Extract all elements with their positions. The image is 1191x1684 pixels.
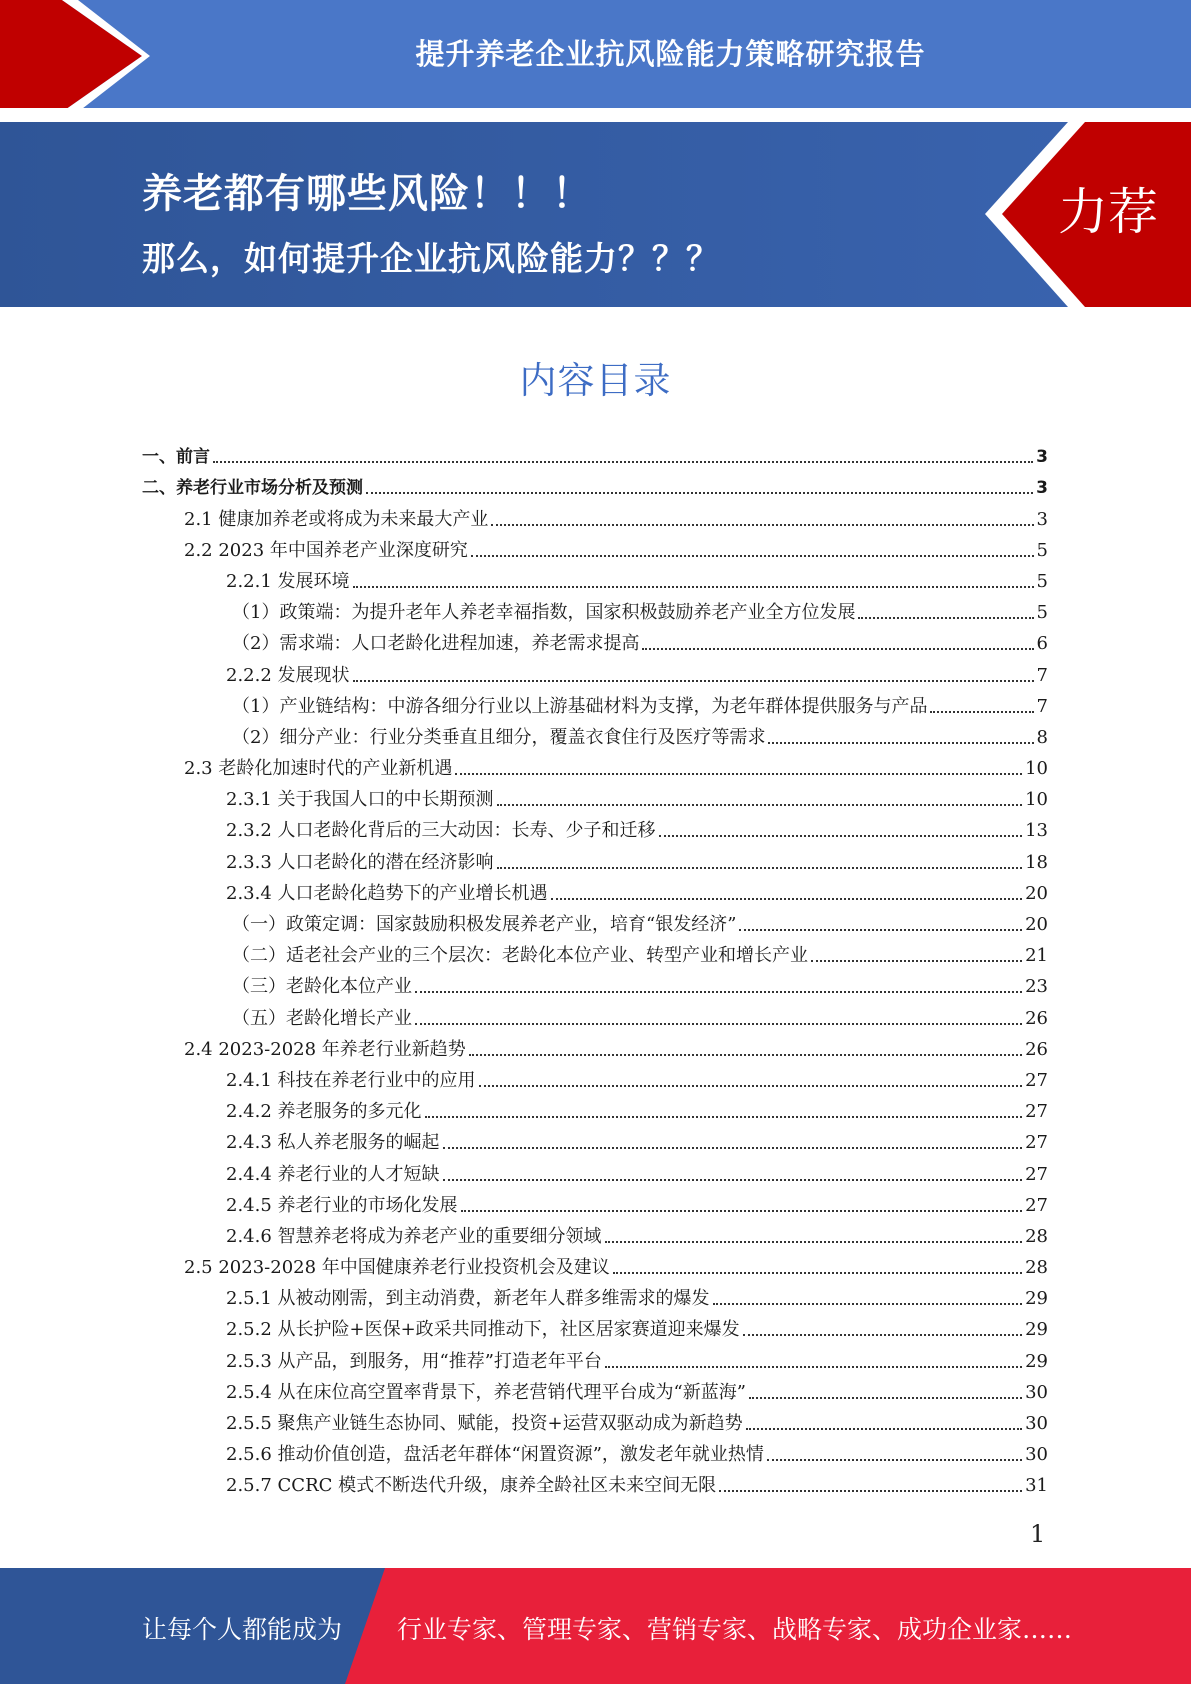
recommend-badge: 力荐 [1058,183,1158,241]
toc-leader-dots [605,1241,1023,1243]
page-number: 1 [1030,1520,1046,1548]
toc-entry-label: 2.5.6 推动价值创造，盘活老年群体“闲置资源”，激发老年就业热情 [226,1444,764,1466]
toc-entry-label: 2.3 老龄化加速时代的产业新机遇 [184,758,453,780]
toc-entry-page: 27 [1025,1194,1048,1216]
toc-leader-dots [811,960,1022,962]
toc-leader-dots [491,524,1033,526]
toc-leader-dots [461,1210,1023,1212]
toc-entry-page: 28 [1025,1225,1048,1247]
toc-entry-label: 2.1 健康加养老或将成为未来最大产业 [184,508,489,530]
toc-entry[interactable] [142,905,1048,936]
toc-entry-page: 27 [1025,1069,1048,1091]
footer-banner [0,1568,1191,1684]
toc-entry-label: 2.2.2 发展现状 [226,664,350,686]
toc-entry-page: 29 [1025,1288,1048,1310]
toc-entry-label: （三）老龄化本位产业 [232,976,412,998]
toc-entry-label: （一）政策定调：国家鼓励积极发展养老产业，培育“银发经济” [232,914,737,935]
toc-entry-label: 2.5.2 从长护险+医保+政采共同推动下，社区居家赛道迎来爆发 [226,1319,740,1341]
toc-entry-page: 20 [1025,914,1048,935]
toc-leader-dots [415,991,1022,993]
toc-leader-dots [443,1147,1023,1149]
toc-entry[interactable] [142,967,1048,998]
hero-headline: 养老都有哪些风险！！！ [142,171,593,217]
toc-entry-label: 2.4.6 智慧养老将成为养老产业的重要细分领域 [226,1225,602,1247]
toc-entry-label: 2.2.1 发展环境 [226,570,350,592]
toc-leader-dots [497,804,1023,806]
toc-entry[interactable] [142,811,1048,842]
toc-entry-page: 8 [1036,726,1048,748]
toc-entry[interactable] [142,437,1048,468]
toc-leader-dots [213,461,1033,463]
red-arrow-decoration [0,0,150,112]
toc-entry[interactable] [142,468,1048,499]
toc-entry-label: （1）产业链结构：中游各细分行业以上游基础材料为支撑，为老年群体提供服务与产品 [232,695,928,717]
toc-leader-dots [613,1272,1022,1274]
toc-entry-label: （2）细分产业：行业分类垂直且细分，覆盖衣食住行及医疗等需求 [232,726,766,748]
toc-entry-label: 2.4.5 养老行业的市场化发展 [226,1194,458,1216]
toc-leader-dots [930,711,1033,713]
toc-entry-page: 31 [1025,1475,1048,1497]
toc-leader-dots [719,1490,1022,1492]
toc-entry[interactable] [142,593,1048,624]
toc-entry-page: 23 [1025,976,1048,998]
toc-leader-dots [443,1179,1023,1181]
toc-entry[interactable] [142,780,1048,811]
toc-leader-dots [471,555,1034,557]
toc-entry[interactable] [142,1466,1048,1497]
toc-entry-page: 7 [1036,695,1048,717]
toc-entry-label: 2.4 2023-2028 年养老行业新趋势 [184,1038,466,1060]
toc-leader-dots [353,680,1034,682]
toc-entry-label: 2.4.1 科技在养老行业中的应用 [226,1069,476,1091]
toc-entry[interactable] [142,749,1048,780]
toc-entry-page: 3 [1036,447,1048,468]
toc-entry[interactable] [142,499,1048,530]
toc-entry-page: 27 [1025,1132,1048,1154]
toc-entry-label: 2.5.1 从被动刚需，到主动消费，新老年人群多维需求的爆发 [226,1288,710,1310]
toc-entry-label: 2.4.4 养老行业的人才短缺 [226,1163,440,1185]
toc-entry[interactable] [142,874,1048,905]
toc-entry-page: 27 [1025,1163,1048,1185]
toc-entry-page: 18 [1025,851,1048,873]
toc-leader-dots [425,1116,1023,1118]
toc-entry-label: 二、养老行业市场分析及预测 [142,478,363,499]
toc-entry-label: 一、前言 [142,447,210,468]
toc-leader-dots [551,898,1023,900]
toc-leader-dots [659,835,1023,837]
toc-entry-label: 2.3.4 人口老龄化趋势下的产业增长机遇 [226,882,548,904]
toc-entry-page: 13 [1025,820,1048,842]
toc-entry-label: 2.5.7 CCRC 模式不断迭代升级，康养全龄社区未来空间无限 [226,1475,717,1497]
toc-entry[interactable] [142,687,1048,718]
toc-entry-page: 6 [1036,633,1048,655]
toc-entry[interactable] [142,1154,1048,1185]
toc-entry-page: 20 [1025,882,1048,904]
toc-entry-label: 2.4.3 私人养老服务的崛起 [226,1132,440,1154]
toc-entry-label: 2.5.4 从在床位高空置率背景下，养老营销代理平台成为“新蓝海” [226,1381,746,1403]
toc-entry-label: 2.3.1 关于我国人口的中长期预测 [226,789,494,811]
toc-entry-page: 5 [1036,602,1048,624]
table-of-contents [142,437,1048,1497]
toc-entry-page: 30 [1025,1413,1048,1434]
toc-entry-page: 10 [1025,758,1048,780]
toc-leader-dots [768,742,1033,744]
toc-entry[interactable] [142,1279,1048,1310]
hero-banner [0,122,1191,307]
toc-leader-dots [497,867,1023,869]
toc-entry-label: （二）适老社会产业的三个层次：老龄化本位产业、转型产业和增长产业 [232,945,808,967]
toc-leader-dots [746,1428,1022,1430]
toc-entry[interactable] [142,562,1048,593]
toc-entry-page: 27 [1025,1101,1048,1123]
toc-entry[interactable] [142,1248,1048,1279]
toc-entry-page: 5 [1036,539,1048,561]
toc-entry-page: 10 [1025,789,1048,811]
toc-entry-label: 2.3.3 人口老龄化的潜在经济影响 [226,851,494,873]
toc-entry-label: 2.3.2 人口老龄化背后的三大动因：长寿、少子和迁移 [226,820,656,842]
toc-entry[interactable] [142,1217,1048,1248]
toc-leader-dots [469,1054,1022,1056]
toc-entry-page: 30 [1025,1444,1048,1466]
footer-slogan-left: 让每个人都能成为 [142,1615,343,1644]
toc-leader-dots [642,648,1033,650]
toc-entry[interactable] [142,1435,1048,1466]
toc-entry-page: 26 [1025,1007,1048,1029]
toc-entry[interactable] [142,1373,1048,1404]
toc-entry-label: 2.5 2023-2028 年中国健康养老行业投资机会及建议 [184,1257,610,1279]
toc-entry-page: 26 [1025,1038,1048,1060]
toc-entry-page: 29 [1025,1350,1048,1372]
toc-entry-page: 7 [1036,664,1048,686]
toc-entry[interactable] [142,1341,1048,1372]
toc-leader-dots [415,1023,1022,1025]
toc-entry-label: 2.4.2 养老服务的多元化 [226,1101,422,1123]
hero-subheadline: 那么，如何提升企业抗风险能力？？？ [142,239,720,278]
toc-entry-page: 28 [1025,1257,1048,1279]
toc-entry-label: 2.5.5 聚焦产业链生态协同、赋能，投资+运营双驱动成为新趋势 [226,1413,743,1434]
toc-entry[interactable] [142,1404,1048,1435]
toc-leader-dots [605,1366,1022,1368]
toc-entry-page: 21 [1025,945,1048,967]
toc-entry-label: （2）需求端：人口老龄化进程加速，养老需求提高 [232,633,640,655]
toc-entry-label: 2.2 2023 年中国养老产业深度研究 [184,539,468,561]
top-banner [0,0,1191,112]
toc-leader-dots [366,492,1033,494]
toc-entry[interactable] [142,1123,1048,1154]
toc-entry[interactable] [142,1061,1048,1092]
toc-leader-dots [743,1334,1022,1336]
toc-title: 内容目录 [519,359,672,402]
toc-entry-page: 30 [1025,1381,1048,1403]
toc-leader-dots [479,1085,1023,1087]
toc-leader-dots [713,1303,1023,1305]
toc-entry-page: 5 [1036,570,1048,592]
toc-entry-label: （1）政策端：为提升老年人养老幸福指数，国家积极鼓励养老产业全方位发展 [232,602,856,624]
toc-leader-dots [739,929,1022,931]
toc-leader-dots [858,617,1033,619]
toc-leader-dots [455,773,1022,775]
toc-leader-dots [767,1459,1022,1461]
toc-entry[interactable] [142,1186,1048,1217]
toc-entry[interactable] [142,842,1048,873]
banner-divider [0,108,1191,122]
report-title: 提升养老企业抗风险能力策略研究报告 [415,37,926,71]
toc-entry[interactable] [142,998,1048,1029]
toc-entry[interactable] [142,655,1048,686]
toc-entry[interactable] [142,1310,1048,1341]
footer-slogan-right: 行业专家、管理专家、营销专家、战略专家、成功企业家…… [397,1615,1073,1644]
toc-entry-page: 3 [1036,478,1048,499]
toc-entry-label: 2.5.3 从产品，到服务，用“推荐”打造老年平台 [226,1350,602,1372]
toc-entry[interactable] [142,531,1048,562]
toc-entry[interactable] [142,1092,1048,1123]
toc-entry[interactable] [142,718,1048,749]
toc-leader-dots [353,586,1034,588]
toc-entry-page: 29 [1025,1319,1048,1341]
toc-entry[interactable] [142,936,1048,967]
toc-entry[interactable] [142,1030,1048,1061]
toc-entry-label: （五）老龄化增长产业 [232,1007,412,1029]
toc-leader-dots [749,1397,1022,1399]
toc-entry[interactable] [142,624,1048,655]
toc-entry-page: 3 [1036,508,1048,530]
